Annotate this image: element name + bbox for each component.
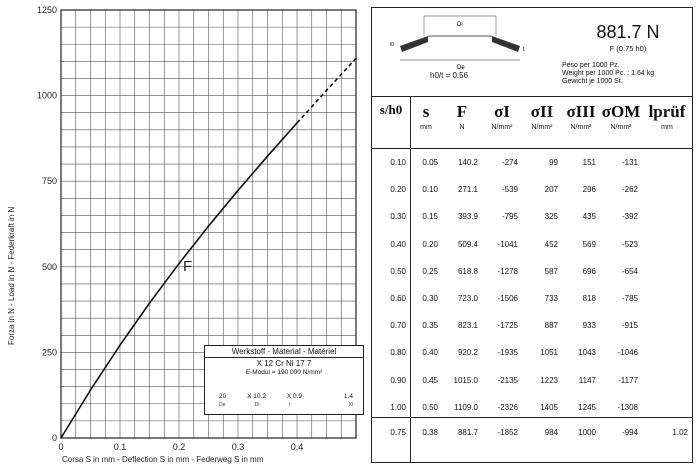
y-tick-label: 0 bbox=[51, 433, 57, 443]
table-cell: -1506 bbox=[497, 294, 518, 303]
table-cell: 140.2 bbox=[457, 158, 478, 167]
table-row bbox=[372, 338, 692, 366]
column-separator bbox=[410, 96, 411, 462]
column-symbol: s bbox=[422, 102, 430, 121]
summary-cell: 984 bbox=[544, 428, 558, 437]
table-cell: 452 bbox=[544, 239, 558, 249]
diagram-label-di: Di bbox=[457, 22, 463, 28]
material-alloy: X 12 Cr Ni 17 7 bbox=[256, 359, 312, 368]
dim-di: X 10.2 bbox=[247, 393, 266, 400]
column-symbol: σI bbox=[494, 102, 510, 121]
material-title: Werkstoff - Material - Matériel bbox=[205, 346, 363, 358]
table-cell: -539 bbox=[501, 185, 518, 195]
table-cell: 325 bbox=[544, 212, 558, 222]
table-cell: -1278 bbox=[497, 266, 518, 276]
table-column-header bbox=[372, 96, 692, 149]
data-point bbox=[149, 302, 151, 304]
column-unit: N/mm² bbox=[491, 124, 513, 131]
data-point bbox=[326, 90, 328, 92]
sym-de: De bbox=[219, 402, 226, 408]
table-cell: -262 bbox=[621, 185, 638, 195]
y-tick-label: 500 bbox=[41, 261, 57, 272]
summary-cell: 0.75 bbox=[390, 428, 406, 437]
table-row bbox=[372, 175, 692, 203]
table-cell: -2326 bbox=[497, 402, 518, 412]
x-tick-label: 0.1 bbox=[113, 442, 127, 452]
table-cell: 0.25 bbox=[422, 266, 438, 276]
data-point bbox=[267, 155, 269, 157]
column-unit: N/mm² bbox=[570, 124, 592, 131]
table-cell: 0.60 bbox=[390, 294, 406, 303]
spring-data-panel bbox=[371, 7, 693, 463]
data-point bbox=[355, 57, 357, 59]
column-header bbox=[562, 96, 600, 131]
table-cell: 920.2 bbox=[457, 348, 478, 358]
data-point bbox=[119, 344, 121, 346]
disc-spring-diagram bbox=[380, 12, 550, 72]
table-row bbox=[372, 366, 692, 394]
summary-cell: 0.38 bbox=[422, 428, 438, 437]
column-symbol: σII bbox=[530, 102, 554, 121]
column-unit: mm bbox=[661, 124, 673, 131]
summary-cell: 1.02 bbox=[672, 428, 688, 437]
column-header bbox=[372, 96, 410, 120]
table-cell: 587 bbox=[544, 266, 558, 276]
sym-l0: l0 bbox=[349, 402, 353, 408]
summary-cell: 1000 bbox=[578, 428, 596, 437]
table-cell: -1308 bbox=[617, 402, 638, 412]
column-unit: N/mm² bbox=[610, 124, 632, 131]
column-symbol: lprüf bbox=[648, 102, 686, 121]
y-tick-label: 1250 bbox=[36, 5, 57, 15]
data-point bbox=[60, 437, 62, 439]
table-row bbox=[372, 230, 692, 258]
force-value: 881.7 N bbox=[596, 22, 660, 42]
table-cell: -523 bbox=[621, 239, 638, 249]
table-cell: 1147 bbox=[578, 375, 596, 385]
table-cell: 0.20 bbox=[390, 185, 406, 195]
y-axis-title: Forza in N - Load in N - Federkraft in N bbox=[7, 206, 16, 345]
column-unit: N bbox=[459, 124, 465, 131]
summary-cell: -994 bbox=[621, 428, 638, 437]
sym-t: t bbox=[288, 402, 291, 408]
y-tick-label: 250 bbox=[41, 347, 57, 358]
table-cell: 1109.0 bbox=[454, 402, 478, 412]
table-cell: 1015.0 bbox=[453, 375, 478, 385]
table-cell: 0.40 bbox=[390, 239, 406, 249]
table-cell: 733 bbox=[544, 294, 558, 303]
table-cell: 0.30 bbox=[390, 212, 406, 222]
table-cell: -795 bbox=[501, 212, 518, 222]
material-dims bbox=[219, 393, 353, 400]
table-row bbox=[372, 202, 692, 230]
table-cell: 0.80 bbox=[390, 348, 406, 358]
data-point bbox=[90, 389, 92, 391]
diagram-label-l0: l0 bbox=[390, 42, 394, 48]
weight-line-en: Weight per 1000 Pc. : 1.64 kg bbox=[562, 70, 655, 77]
table-cell: 0.40 bbox=[422, 348, 438, 358]
column-header bbox=[522, 96, 562, 131]
table-row bbox=[372, 311, 692, 339]
column-symbol: F bbox=[456, 102, 468, 121]
data-point bbox=[208, 225, 210, 227]
table-cell: 0.30 bbox=[422, 294, 438, 303]
table-cell: -915 bbox=[621, 321, 638, 331]
table-row bbox=[372, 148, 692, 176]
data-point bbox=[178, 263, 180, 265]
spring-header bbox=[372, 8, 692, 97]
table-cell: -785 bbox=[621, 294, 638, 303]
table-cell: 933 bbox=[582, 321, 596, 331]
table-cell: 509.4 bbox=[457, 239, 478, 249]
table-cell: -392 bbox=[621, 212, 638, 222]
diagram-label-de: De bbox=[457, 65, 465, 71]
dim-de: 20 bbox=[219, 393, 227, 400]
table-cell: -274 bbox=[501, 158, 518, 167]
table-cell: 1043 bbox=[578, 348, 596, 358]
table-cell: 0.05 bbox=[422, 158, 438, 167]
table-cell: 435 bbox=[582, 212, 596, 222]
column-symbol: σOM bbox=[601, 102, 641, 121]
column-header bbox=[442, 96, 482, 131]
x-tick-label: 0.4 bbox=[290, 442, 304, 452]
table-cell: 151 bbox=[582, 158, 596, 167]
material-info-box bbox=[204, 345, 364, 415]
table-cell: 99 bbox=[549, 158, 558, 167]
dim-l0: 1.4 bbox=[343, 393, 353, 400]
table-cell: 207 bbox=[544, 185, 558, 195]
material-dim-symbols bbox=[219, 402, 353, 408]
table-cell: 0.90 bbox=[390, 375, 406, 385]
table-cell: 271.1 bbox=[457, 185, 478, 195]
table-cell: 818 bbox=[582, 294, 596, 303]
table-summary-row bbox=[372, 417, 692, 446]
table-cell: -1935 bbox=[497, 348, 518, 358]
x-tick-label: 0.3 bbox=[231, 442, 245, 452]
x-tick-label: 0 bbox=[58, 442, 64, 452]
table-cell: 696 bbox=[582, 266, 596, 276]
table-cell: 887 bbox=[544, 321, 558, 331]
x-tick-label: 0.2 bbox=[172, 442, 186, 452]
table-cell: -654 bbox=[621, 266, 638, 276]
table-cell: 0.50 bbox=[390, 266, 406, 276]
table-row bbox=[372, 284, 692, 312]
table-cell: 618.8 bbox=[457, 266, 478, 276]
table-cell: -1177 bbox=[618, 375, 638, 385]
table-cell: 1051 bbox=[540, 348, 558, 358]
y-tick-label: 750 bbox=[41, 176, 57, 187]
table-cell: 0.10 bbox=[390, 158, 406, 167]
table-cell: 393.9 bbox=[457, 212, 478, 222]
sym-di: Di bbox=[254, 402, 260, 408]
table-cell: 0.15 bbox=[422, 212, 438, 222]
table-cell: -1725 bbox=[497, 321, 518, 331]
dim-t: X 0.9 bbox=[286, 393, 303, 400]
table-cell: 1405 bbox=[540, 402, 558, 412]
table-row bbox=[372, 257, 692, 285]
weight-line-it: Peso per 1000 Pz. bbox=[562, 62, 620, 69]
table-cell: 0.10 bbox=[422, 185, 438, 195]
table-cell: 1245 bbox=[578, 402, 596, 412]
table-cell: 296 bbox=[582, 185, 596, 195]
table-cell: 0.70 bbox=[390, 321, 406, 331]
summary-cell: -1852 bbox=[497, 428, 518, 437]
table-cell: -1046 bbox=[617, 348, 638, 358]
table-cell: 0.45 bbox=[422, 375, 438, 385]
column-symbol: σIII bbox=[566, 102, 596, 121]
table-cell: 823.1 bbox=[457, 321, 478, 331]
table-cell: -131 bbox=[621, 158, 638, 167]
material-modulus: E-Modul = 190 000 N/mm² bbox=[245, 369, 323, 376]
column-header bbox=[642, 96, 692, 131]
table-cell: 723.0 bbox=[457, 294, 478, 303]
height-thickness-ratio: h0/t = 0.56 bbox=[430, 71, 469, 80]
summary-cell: 881.7 bbox=[457, 428, 478, 437]
column-unit: N/mm² bbox=[531, 124, 553, 131]
table-cell: 0.20 bbox=[422, 239, 438, 249]
curve-label: F bbox=[183, 258, 193, 275]
weight-line-de: Gewicht je 1000 St. bbox=[562, 78, 623, 85]
column-symbol: s/h0 bbox=[379, 102, 403, 117]
diagram-label-t: t bbox=[523, 47, 525, 53]
data-point bbox=[237, 190, 239, 192]
weight-info bbox=[562, 62, 654, 86]
table-cell: -2135 bbox=[497, 375, 518, 385]
column-header bbox=[482, 96, 522, 131]
data-point bbox=[296, 122, 298, 124]
force-ratio: F (0.75 h0) bbox=[609, 44, 647, 53]
table-cell: 0.35 bbox=[422, 321, 438, 331]
table-cell: 1.00 bbox=[390, 402, 406, 412]
column-header bbox=[600, 96, 642, 131]
y-tick-label: 1000 bbox=[36, 90, 57, 101]
table-cell: 0.50 bbox=[422, 402, 438, 412]
table-cell: 569 bbox=[582, 239, 596, 249]
table-cell: 1223 bbox=[540, 375, 558, 385]
table-cell: -1041 bbox=[497, 239, 518, 249]
column-unit: mm bbox=[420, 124, 432, 131]
x-axis-title: Corsa S in mm - Deflection S in mm - Federweg S in mm bbox=[62, 455, 264, 464]
column-header bbox=[410, 96, 442, 131]
